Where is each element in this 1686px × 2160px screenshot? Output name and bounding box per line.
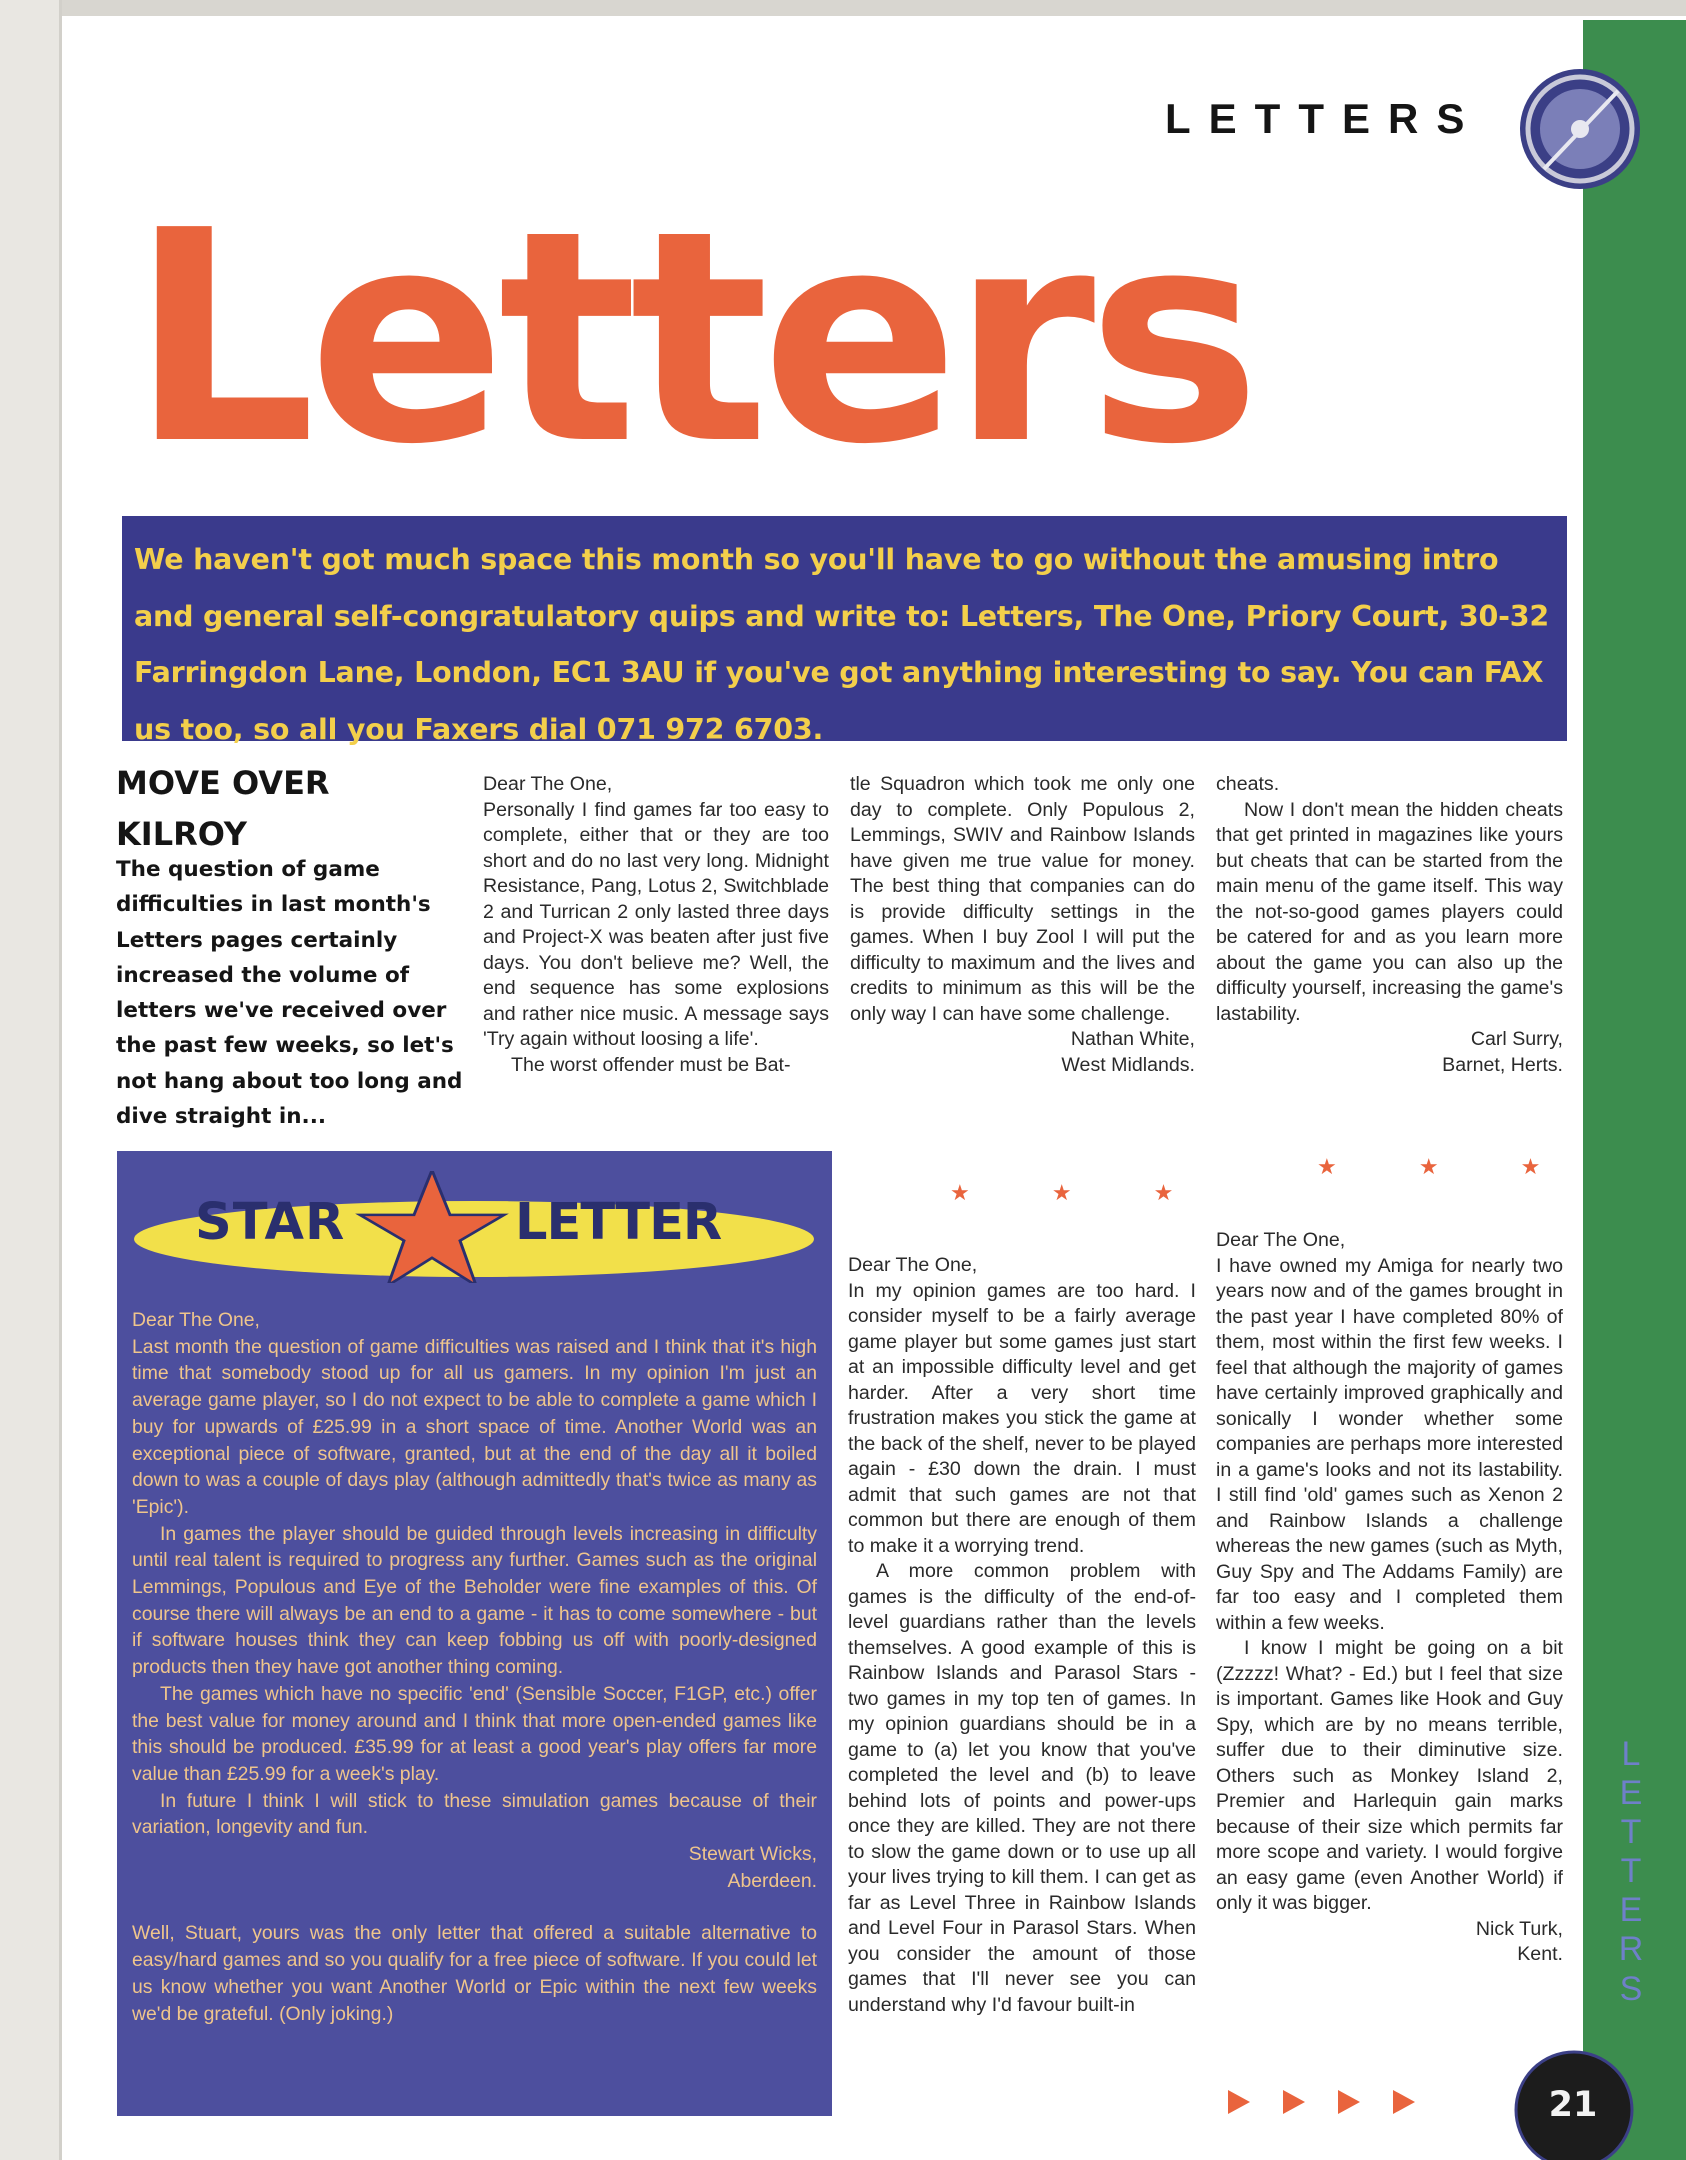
letter-greeting: Dear The One, <box>132 1309 260 1331</box>
star-letter-body <box>132 1307 817 2027</box>
continue-arrow-icon <box>1228 2090 1250 2114</box>
letter-greeting: Dear The One, <box>1216 1229 1346 1251</box>
letter-signature-name: Carl Surry, <box>1470 1028 1563 1050</box>
letter-signature-place: Aberdeen. <box>727 1869 817 1892</box>
letter-signature-name: Stewart Wicks, <box>688 1843 817 1866</box>
letter-greeting: Dear The One, <box>848 1254 978 1276</box>
intro-box <box>122 516 1567 746</box>
section-label: LETTERS <box>1165 95 1483 142</box>
letter-greeting: Dear The One, <box>483 773 613 795</box>
separator-stars: ★ ★ ★ <box>1317 1154 1579 1179</box>
intro-text: We haven't got much space this month so you'll have to go without the amusing intro and general self-congratulatory quips and write to: Letters, The One, Priory Court, 30-32 Farringdon Lane, London, EC1 3AU if you've got anything interesting to say. You can FAX us too, so all you Faxers dial 071 972 6703. <box>134 543 1550 746</box>
letter-paragraph: Last month the question of game difficulties was raised and I think that it's high time that somebody stood up for all us gamers. In my opinion I'm just an average game player, so I do not expect to be able to complete a game which I buy for upwards of £25.99 in a short space of time. Another World was an exceptional piece of software, granted, but at the end of the day all it boiled down to was a couple of days play (although admittedly that's twice as many as 'Epic'). <box>132 1335 817 1518</box>
letter-paragraph: A more common problem with games is the difficulty of the end-of-level guardians rather than the levels themselves. A good example of this is Rainbow Islands and Parasol Stars - two games in my top ten of games. In my opinion guardians should be in a game to (a) let you know that you've completed the level and (b) to leave behind lots of points and power-ups once they are killed. They are not there to slow the game down or to use up all your lives trying to kill them. I can get as far as Level Three in Rainbow Islands and Level Four in Parasol Stars. When you consider the amount of those games that I'll never see you can understand why I'd favour built-in <box>848 1560 1196 2016</box>
lead-headline: MOVE OVER KILROY <box>116 764 330 853</box>
letter-carl-column <box>1216 772 1563 1078</box>
banner-star-text: STAR <box>195 1193 346 1252</box>
letter-signature-name: Nathan White, <box>1070 1028 1195 1050</box>
letter-nick-column <box>1216 1228 1563 1968</box>
letter-nathan-column-1 <box>483 772 829 1078</box>
continue-arrow-icon <box>1283 2090 1305 2114</box>
lead-standfirst: The question of game difficulties in last month's Letters pages certainly increased the volume of letters we've received over the past few weeks, so let's not hang about too long and dive straight in... <box>116 857 463 1130</box>
continue-arrow-icon <box>1393 2090 1415 2114</box>
letter-signature-name: Nick Turk, <box>1475 1917 1563 1940</box>
letter-paragraph: In games the player should be guided through levels increasing in difficulty until real talent is required to progress any further. Games such as the original Lemmings, Populous and Eye of the Beholder were fine examples of this. Of course there will always be an end to a game - it has to come somewhere - but if software houses think they can keep fobbing us off with poorly-designed products then they have got another thing coming. <box>132 1522 817 1679</box>
letter-signature-place: Barnet, Herts. <box>1442 1053 1563 1076</box>
page-number: 21 <box>1548 2085 1598 2125</box>
separator-stars: ★ ★ ★ <box>950 1180 1212 1205</box>
letter-paragraph: Now I don't mean the hidden cheats that get printed in magazines like yours but cheats that can be started from the main menu of the game itself. This way the not-so-good games players could be catered for and as you learn more about the game you can also up the difficulty yourself, increasing the game's lastability. <box>1216 798 1563 1025</box>
banner-letter-text: LETTER <box>515 1193 722 1252</box>
magazine-logo-icon <box>1518 67 1642 191</box>
letter-nathan-column-2 <box>850 772 1195 1078</box>
letter-paragraph: cheats. <box>1216 773 1280 795</box>
side-strip-label-text: L E T T E R S <box>1618 1735 1646 2008</box>
side-strip-label <box>1612 1735 1652 2009</box>
page-title: Letters <box>130 168 1254 508</box>
letter-paragraph: tle Squadron which took me only one day to complete. Only Populous 2, Lemmings, SWIV and Rainbow Islands have given me true value for money. The best thing that companies can do is provide difficulty settings in the games. When I buy Zool I will put the difficulty to maximum and the lives and credits to minimum as this will be the only way I can have some challenge. <box>850 773 1195 1025</box>
letter-paragraph: The games which have no specific 'end' (Sensible Soccer, F1GP, etc.) offer the best value for money around and I think that more open-ended games like this should be produced. £35.99 for at least a good year's play offers far more value than £25.99 for a week's play. <box>132 1682 817 1785</box>
letter-paragraph: The worst offender must be Bat- <box>511 1053 791 1076</box>
letter-paragraph: In my opinion games are too hard. I consider myself to be a fairly average game player but some games just start at an impossible difficulty level and get harder. After a very short time frustration makes you stick the game at the back of the shelf, never to be played again - £30 down the drain. I must admit that such games are not that common but there are enough of them to make it a worrying trend. <box>848 1279 1196 1557</box>
star-letter-box <box>117 1151 832 2116</box>
letter-signature-place: Kent. <box>1517 1943 1563 1965</box>
letter-paragraph: I know I might be going on a bit (Zzzzz! What? - Ed.) but I feel that size is important. Games like Hook and Guy Spy, which are by no means terrible, suffer due to their diminutive size. Others such as Monkey Island 2, Premier and Harlequin gain marks because of their size which permits far more scope and variety. I would forgive an easy game (even Another World) if only it was bigger. <box>1216 1637 1563 1914</box>
page-top-edge <box>0 0 1686 16</box>
letter-paragraph: In future I think I will stick to these simulation games because of their variation, longevity and fun. <box>132 1789 817 1839</box>
page-gutter <box>0 0 62 2160</box>
editor-reply: Well, Stuart, yours was the only letter that offered a suitable alternative to easy/hard games and so you qualify for a free piece of software. If you could let us know whether you want Another World or Epic within the next few weeks we'd be grateful. (Only joking.) <box>132 1922 817 2025</box>
letter-third-column <box>848 1253 1196 2018</box>
letter-paragraph: Personally I find games far too easy to complete, either that or they are too short and do no last very long. Midnight Resistance, Pang, Lotus 2, Switchblade 2 and Turrican 2 only lasted three days and Project-X was beaten after just five days. You don't believe me? Well, the end sequence has some explosions and rather nice music. A message says 'Try again without loosing a life'. <box>483 798 829 1050</box>
letter-paragraph: I have owned my Amiga for nearly two years now and of the games brought in the past year I have completed 80% of them, most within the first few weeks. I feel that although the majority of games have certainly improved graphically and sonically I wonder whether some companies are perhaps more interested in a game's looks and not its lastability. I still find 'old' games such as Xenon 2 and Rainbow Islands a challenge whereas the new games (such as Myth, Guy Spy and The Addams Family) are far too easy and I completed them within a few weeks. <box>1216 1254 1563 1634</box>
continue-arrow-icon <box>1338 2090 1360 2114</box>
letter-signature-place: West Midlands. <box>1061 1053 1195 1076</box>
